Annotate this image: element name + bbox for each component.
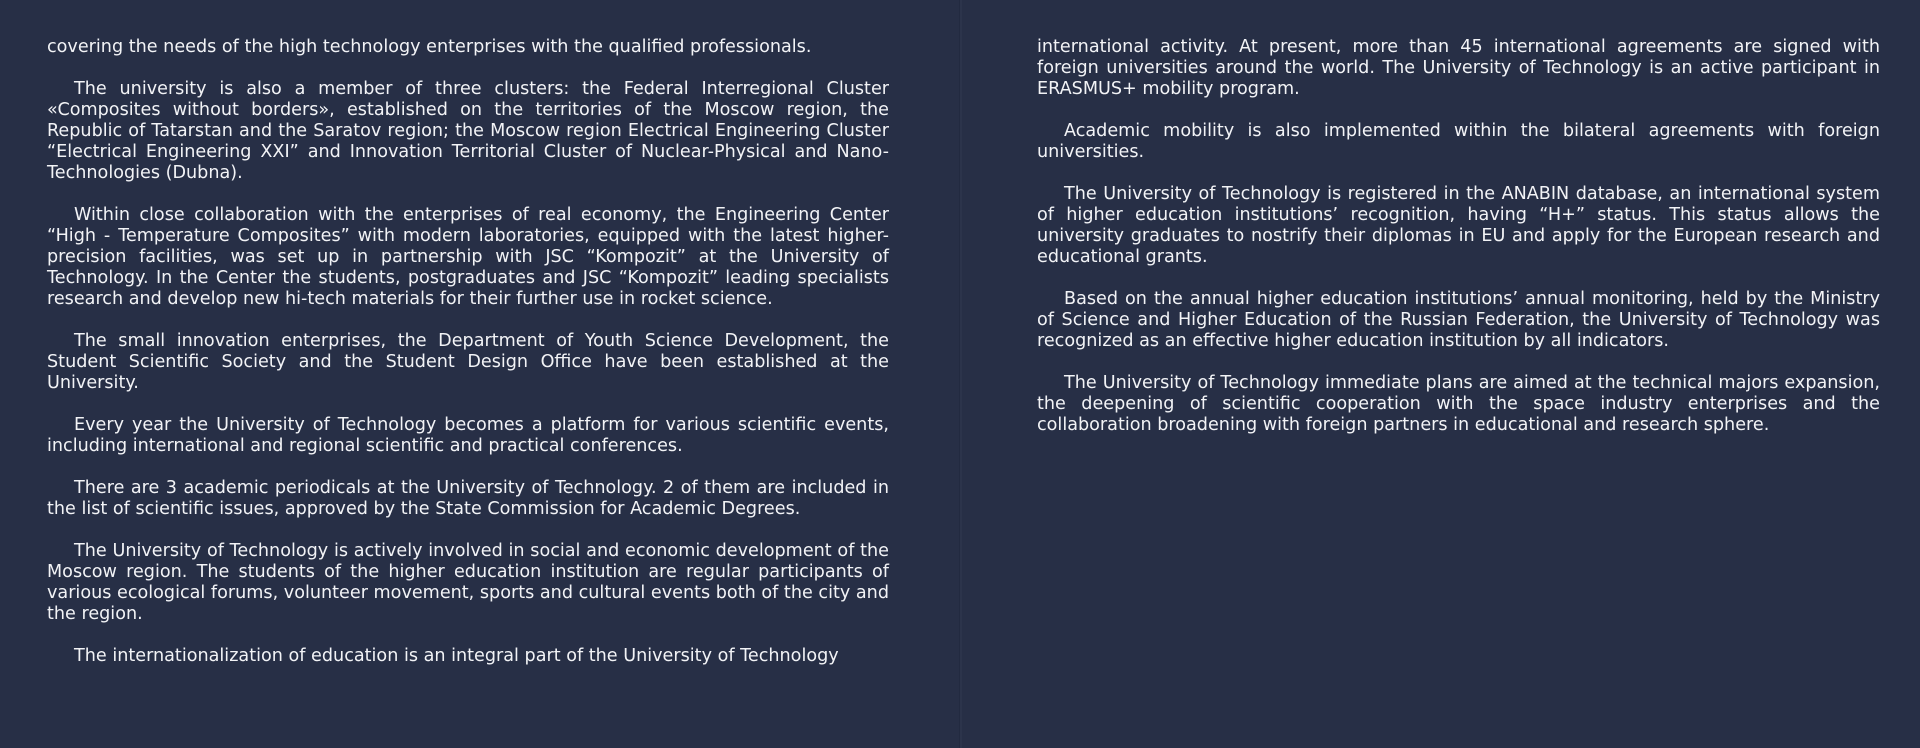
- paragraph-scientific-events: Every year the University of Technology becomes a platform for various scientific events, including international and regional scientific and practical conferences.: [47, 415, 889, 456]
- paragraph-plans: The University of Technology immediate plans are aimed at the technical majors expansion, the deepening of scientific cooperation with the space industry enterprises and the collaboration broadening with foreign partners in educational and research sphere.: [1037, 373, 1880, 435]
- paragraph-internationalization: The internationalization of education is an integral part of the University of Technology: [74, 646, 839, 666]
- paragraph-academic-mobility: Academic mobility is also implemented within the bilateral agreements with foreign universities.: [1037, 121, 1880, 162]
- paragraph-engineering-center: Within close collaboration with the enterprises of real economy, the Engineering Center “High - Temperature Composites” with modern laboratories, equipped with the latest higher-precision facilities, was set up in partnership with JSC “Kompozit” at the University of Technology. In the Center the students, postgraduates and JSC “Kompozit” leading specialists research and develop new hi-tech materials for their further use in rocket science.: [47, 205, 889, 309]
- right-page: [1037, 37, 1880, 748]
- page-fold-divider: [959, 0, 962, 748]
- paragraph-innovation-enterprises: The small innovation enterprises, the Department of Youth Science Development, the Student Scientific Society and the Student Design Office have been established at the University.: [47, 331, 889, 393]
- left-page: [47, 37, 889, 748]
- paragraph-anabin: The University of Technology is registered in the ANABIN database, an international system of higher education institutions’ recognition, having “H+” status. This status allows the university graduates to nostrify their diplomas in EU and apply for the European research and educational grants.: [1037, 184, 1880, 267]
- paragraph-international-activity: international activity. At present, more than 45 international agreements are signed with foreign universities around the world. The University of Technology is an active participant in ERASMUS+ mobility program.: [1037, 37, 1880, 99]
- paragraph-academic-periodicals: There are 3 academic periodicals at the University of Technology. 2 of them are included in the list of scientific issues, approved by the State Commission for Academic Degrees.: [47, 478, 889, 519]
- paragraph-social-development: The University of Technology is actively involved in social and economic development of the Moscow region. The students of the higher education institution are regular participants of various ecological forums, volunteer movement, sports and cultural events both of the city and the region.: [47, 541, 889, 624]
- paragraph-monitoring: Based on the annual higher education institutions’ annual monitoring, held by the Ministry of Science and Higher Education of the Russian Federation, the University of Technology was recognized as an effective higher education institution by all indicators.: [1037, 289, 1880, 351]
- paragraph-continuation: covering the needs of the high technology enterprises with the qualified professionals.: [47, 37, 812, 57]
- paragraph-clusters: The university is also a member of three clusters: the Federal Interregional Cluster «Composites without borders», established on the territories of the Moscow region, the Republic of Tatarstan and the Saratov region; the Moscow region Electrical Engineering Cluster “Electrical Engineering XXI” and Innovation Territorial Cluster of Nuclear-Physical and Nano-Technologies (Dubna).: [47, 79, 889, 183]
